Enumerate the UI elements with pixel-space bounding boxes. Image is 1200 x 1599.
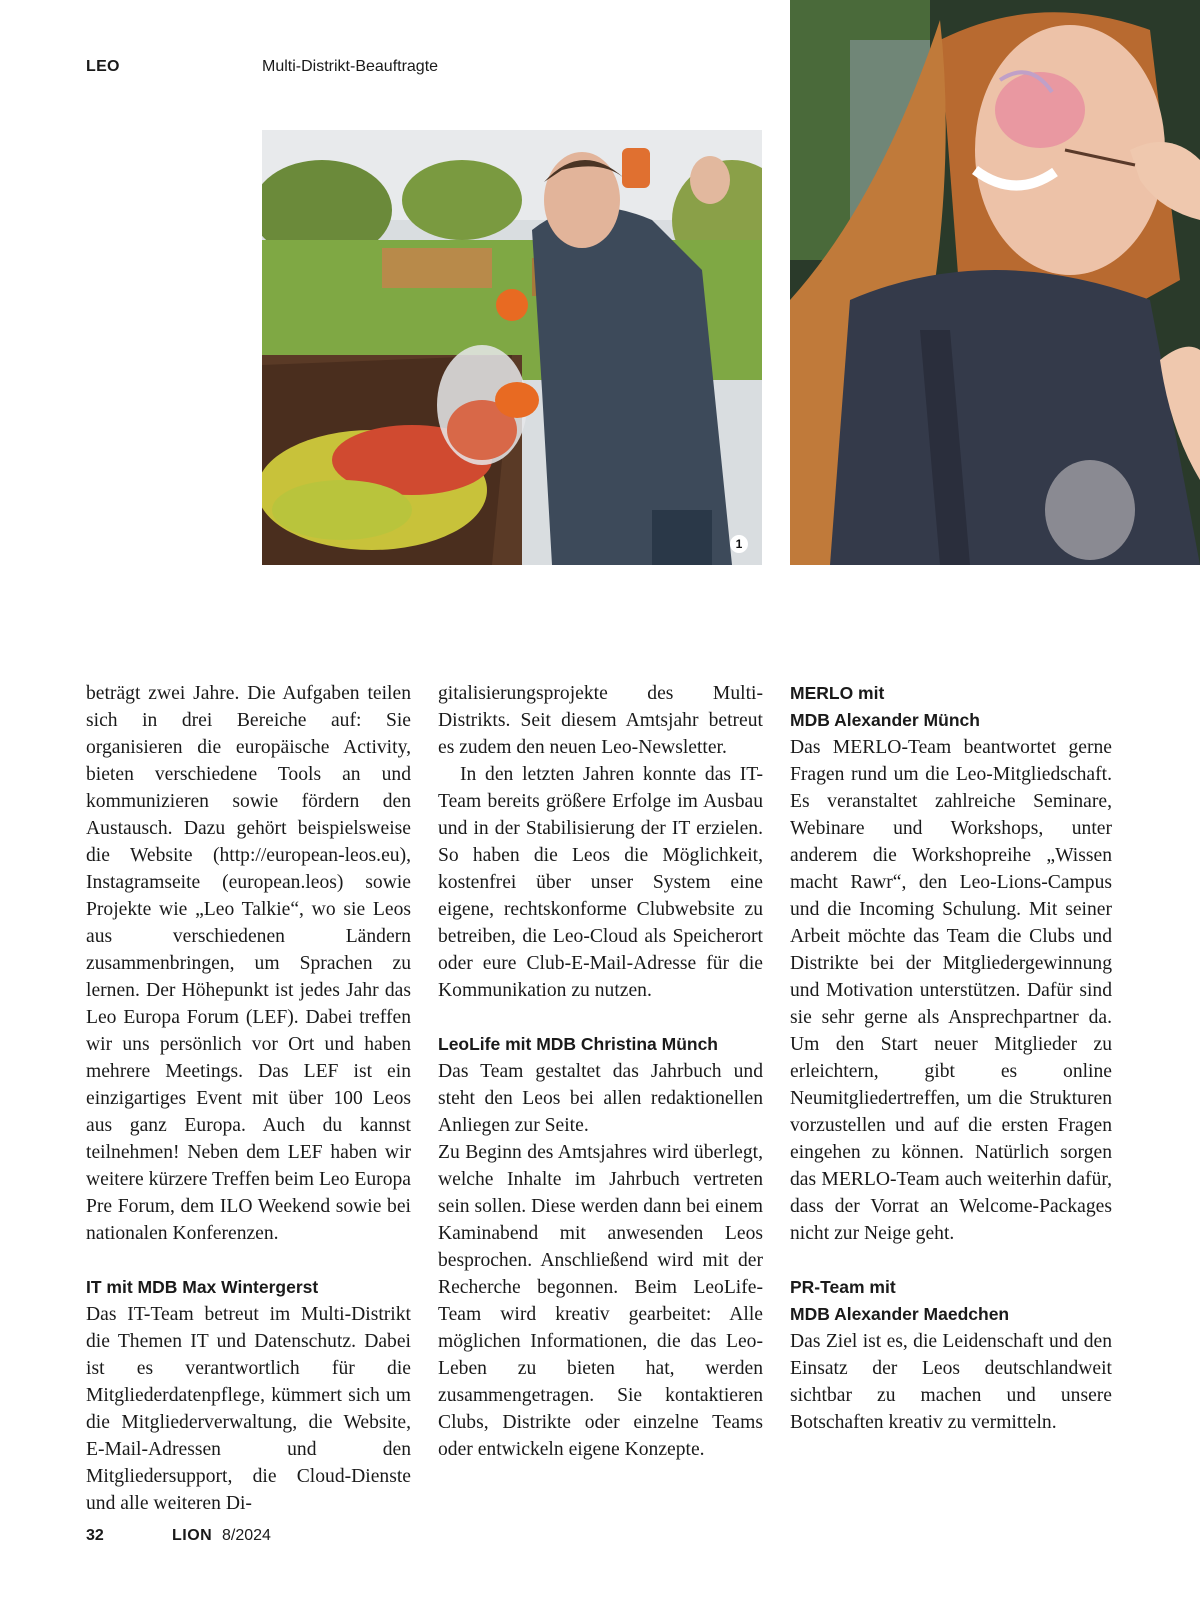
photo-face-painting [790,0,1200,565]
magazine-name: LION [172,1527,213,1544]
photo-apple-harvest-image [262,130,762,565]
section-subtitle: Multi-Distrikt-Beauftragte [262,58,439,75]
section-heading-it: IT mit MDB Max Wintergerst [86,1277,319,1297]
text-column-2 [438,680,763,1463]
section-heading-merlo: MERLO mit [790,683,885,703]
photo-apple-harvest [262,130,762,565]
page-number: 32 [86,1527,104,1544]
section-heading-pr: PR-Team mit [790,1277,896,1297]
section-heading-merlo-name: MDB Alexander Münch [790,710,980,730]
photo-face-painting-image [790,0,1200,565]
section-heading-pr-name: MDB Alexander Maedchen [790,1304,1010,1324]
paragraph: In den letzten Jahren konnte das IT-Team bereits größere Erfolge im Ausbau und in der Stabilisierung der IT erzielen. So haben die Leos die Möglichkeit, kostenfrei über unser System eine eigene, rechtskonforme Clubwebsite zu betreiben, die Leo-Cloud als Speicherort oder eure Club-E-Mail-Adresse für die Kommunikation zu nutzen. [438,764,763,1001]
paragraph: Das IT-Team betreut im Multi-Distrikt die Themen IT und Datenschutz. Dabei ist es verantwortlich für die Mitgliederdatenpflege, kümmert sich um die Mitgliederverwaltung, die Website, E-Mail-Adressen und den Mitgliedersupport, die Cloud-Dienste und alle weiteren Di- [86,1304,411,1514]
paragraph: Das MERLO-Team beantwortet gerne Fragen rund um die Leo-Mitgliedschaft. Es veranstaltet zahlreiche Seminare, Webinare und Workshops, unter anderem die Workshopreihe „Wissen macht Rawr“, den Leo-Lions-Campus und die Incoming Schulung. Mit seiner Arbeit möchte das Team die Clubs und Distrikte bei der Mitgliedergewinnung und Motivation unterstützen. Dafür sind sie sehr gerne als Ansprechpartner da. Um den Start neuer Mitglieder zu erleichtern, gibt es online Neumitgliedertreffen, um die Strukturen vorzustellen und auf die ersten Fragen eingehen zu können. Natürlich sorgen das MERLO-Team auch weiterhin dafür, dass der Vorrat an Welcome-Packages nicht zur Neige geht. [790,737,1112,1244]
section-label: LEO [86,58,120,75]
text-column-1 [86,680,411,1517]
issue-number: 8/2024 [222,1527,271,1544]
paragraph: beträgt zwei Jahre. Die Aufgaben teilen sich in drei Bereiche auf: Sie organisieren die europäische Activity, bieten verschiedene Tools an und kommunizieren sowie fördern den Austausch. Dazu gehört beispielsweise die Website (http://european-leos.eu), Instagramseite (european.leos) sowie Projekte wie „Leo Talkie“, wo sie Leos aus verschiedenen Ländern zusammenbringen, um Sprachen zu lernen. Der Höhepunkt ist jedes Jahr das Leo Europa Forum (LEF). Dabei treffen wir uns persönlich vor Ort und haben mehrere Meetings. Das LEF ist ein einzigartiges Event mit über 100 Leos aus ganz Europa. Auch du kannst teilnehmen! Neben dem LEF haben wir weitere kürzere Treffen beim Leo Europa Pre Forum, dem ILO Weekend sowie bei nationalen Konferenzen. [86,683,411,1244]
paragraph: Das Team gestaltet das Jahrbuch und steht den Leos bei allen redaktionellen Anliegen zur Seite. [438,1061,763,1136]
text-column-3 [790,680,1112,1436]
photo-number-badge: 1 [730,535,748,553]
section-heading-leolife: LeoLife mit MDB Christina Münch [438,1034,718,1054]
paragraph: Zu Beginn des Amtsjahres wird überlegt, welche Inhalte im Jahrbuch vertreten sein sollen. Diese werden dann bei einem Kaminabend mit anwesenden Leos besprochen. Anschließend wird mit der Recherche begonnen. Beim LeoLife-Team wird kreativ gearbeitet: Alle möglichen Informationen, die das Leo-Leben zu bieten hat, werden zusammengetragen. Sie kontaktieren Clubs, Distrikte oder einzelne Teams oder entwickeln eigene Konzepte. [438,1142,763,1460]
paragraph: Das Ziel ist es, die Leidenschaft und den Einsatz der Leos deutschlandweit sichtbar zu machen und unsere Botschaften kreativ zu vermitteln. [790,1331,1112,1433]
paragraph: gitalisierungsprojekte des Multi-Distrikts. Seit diesem Amtsjahr betreut es zudem den neuen Leo-Newsletter. [438,683,763,758]
